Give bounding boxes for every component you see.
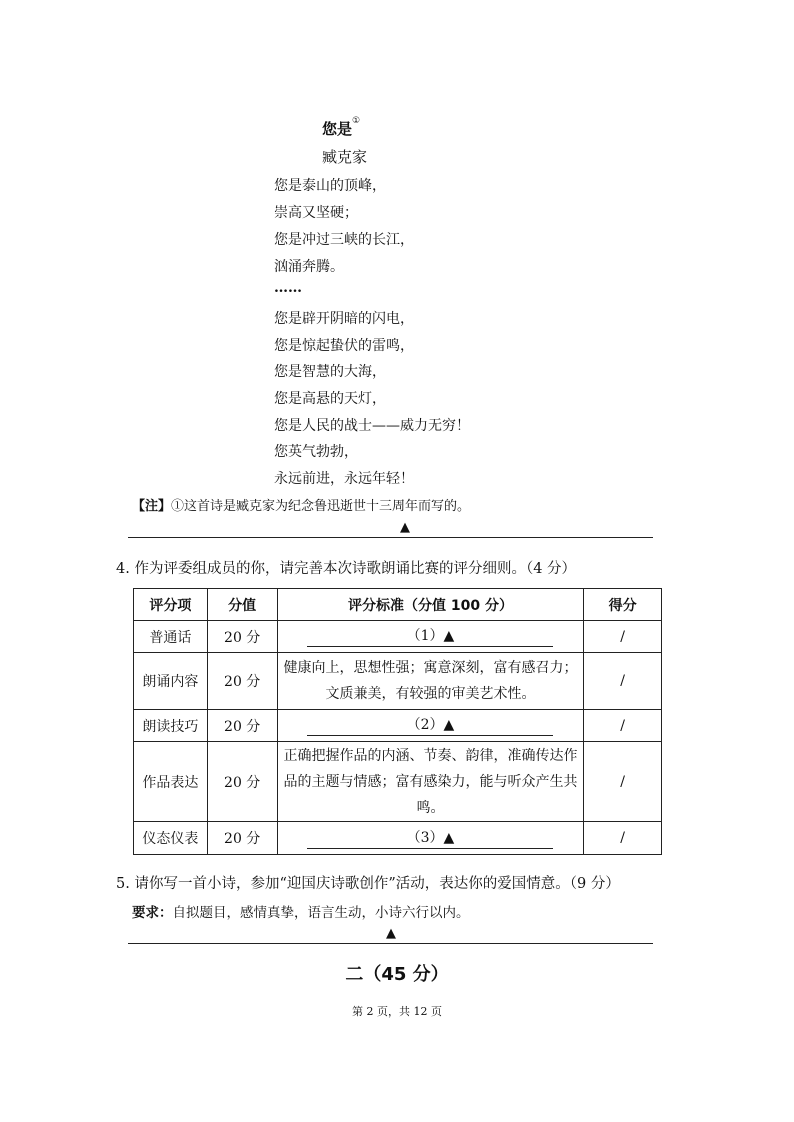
cell-item: 朗诵内容 bbox=[134, 653, 208, 710]
cell-got: / bbox=[584, 653, 662, 710]
cell-item: 作品表达 bbox=[134, 742, 208, 822]
poem-line: 您是智慧的大海， bbox=[274, 364, 386, 380]
cell-criteria bbox=[277, 822, 584, 855]
answer-mark: ▲ bbox=[386, 926, 396, 941]
cell-got: / bbox=[584, 742, 662, 822]
answer-line bbox=[128, 537, 653, 538]
answer-mark: ▲ bbox=[400, 520, 410, 535]
poem-title: 您是① bbox=[322, 116, 361, 138]
cell-score: 20 分 bbox=[207, 710, 277, 742]
answer-line bbox=[128, 943, 653, 944]
header-score: 分值 bbox=[207, 589, 277, 621]
page-footer: 第 2 页，共 12 页 bbox=[352, 1005, 442, 1018]
poem-line: 您是惊起蛰伏的雷鸣， bbox=[274, 338, 414, 354]
poem-author: 臧克家 bbox=[322, 148, 368, 166]
cell-score: 20 分 bbox=[207, 653, 277, 710]
poem-ellipsis: …… bbox=[274, 280, 302, 296]
question-5: 5. 请你写一首小诗，参加“迎国庆诗歌创作”活动，表达你的爱国情意。（9 分） bbox=[116, 876, 620, 892]
poem-line: 您是辟开阴暗的闪电， bbox=[274, 311, 414, 327]
cell-criteria: 健康向上，思想性强；寓意深刻，富有感召力；文质兼美，有较强的审美艺术性。 bbox=[277, 653, 584, 710]
footnote-mark: ① bbox=[352, 116, 361, 126]
cell-score: 20 分 bbox=[207, 742, 277, 822]
poem-line: 您是高悬的天灯， bbox=[274, 391, 386, 407]
cell-got: / bbox=[584, 822, 662, 855]
question-4: 4. 作为评委组成员的你，请完善本次诗歌朗诵比赛的评分细则。（4 分） bbox=[116, 561, 577, 577]
section-title: 二（45 分） bbox=[345, 964, 449, 985]
table-row bbox=[134, 742, 662, 822]
table-row bbox=[134, 621, 662, 653]
header-criteria: 评分标准（分值 100 分） bbox=[277, 589, 584, 621]
poem-line: 您英气勃勃， bbox=[274, 444, 358, 460]
cell-got: / bbox=[584, 710, 662, 742]
cell-item: 朗读技巧 bbox=[134, 710, 208, 742]
poem-line: 汹涌奔腾。 bbox=[274, 259, 344, 275]
scoring-table bbox=[133, 588, 662, 855]
cell-got: / bbox=[584, 621, 662, 653]
cell-item: 普通话 bbox=[134, 621, 208, 653]
table-header-row bbox=[134, 589, 662, 621]
criteria-blank: （3）▲ bbox=[307, 828, 553, 849]
poem-line: 您是泰山的顶峰， bbox=[274, 178, 386, 194]
table-row bbox=[134, 710, 662, 742]
cell-criteria: 正确把握作品的内涵、节奏、韵律，准确传达作品的主题与情感；富有感染力，能与听众产生共鸣。 bbox=[277, 742, 584, 822]
cell-score: 20 分 bbox=[207, 621, 277, 653]
table-row bbox=[134, 822, 662, 855]
poem-line: 您是冲过三峡的长江， bbox=[274, 232, 414, 248]
poem-note: 【注】①这首诗是臧克家为纪念鲁迅逝世十三周年而写的。 bbox=[132, 499, 471, 514]
poem-line: 您是人民的战士——威力无穷！ bbox=[274, 418, 470, 434]
poem-line: 永远前进，永远年轻！ bbox=[274, 471, 414, 487]
header-item: 评分项 bbox=[134, 589, 208, 621]
criteria-blank: （1）▲ bbox=[307, 626, 553, 647]
cell-criteria bbox=[277, 710, 584, 742]
cell-score: 20 分 bbox=[207, 822, 277, 855]
criteria-blank: （2）▲ bbox=[307, 715, 553, 736]
poem-line: 崇高又坚硬； bbox=[274, 205, 358, 221]
cell-criteria bbox=[277, 621, 584, 653]
question-5-requirements: 要求：自拟题目，感情真挚，语言生动，小诗六行以内。 bbox=[132, 905, 470, 921]
header-got: 得分 bbox=[584, 589, 662, 621]
table-row bbox=[134, 653, 662, 710]
cell-item: 仪态仪表 bbox=[134, 822, 208, 855]
